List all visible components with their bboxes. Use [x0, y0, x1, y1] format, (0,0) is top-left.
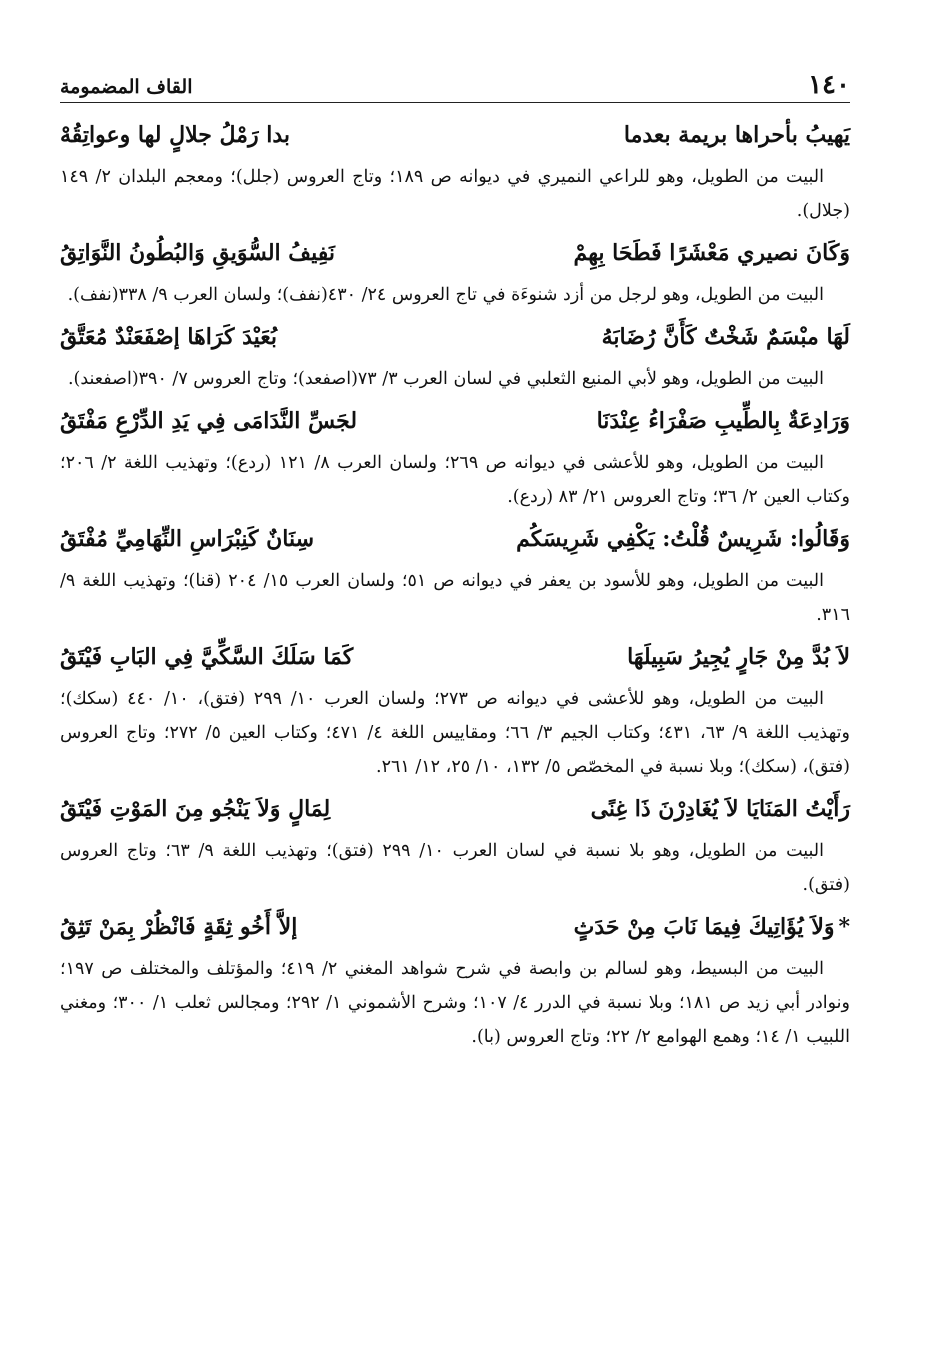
- running-title: القاف المضمومة: [60, 76, 193, 98]
- verse-line: [60, 312, 850, 362]
- verse-line: [60, 228, 850, 278]
- source-note: [60, 278, 850, 312]
- verse-first-hemistich: وَرَادِعَةٌ بِالطِّيبِ صَفْرَاءُ عِنْدَنَا: [596, 408, 850, 434]
- source-note-text: البيت من الطويل، وهو للأعشى في ديوانه ص ٢٦٩؛ ولسان العرب ٨/ ١٢١ (ردع)؛ وتهذيب اللغة ٢/ ٢٠٦؛ وكتاب العين ٢/ ٣٦؛ وتاج العروس ٢١/ ٨٣ (ردع).: [60, 453, 850, 507]
- source-note: [60, 682, 850, 784]
- verse-line: [60, 902, 850, 952]
- verse-line: [60, 632, 850, 682]
- verse-first-hemistich: وَقَالُوا: شَرِيسٌ قُلْتُ: يَكْفِي شَرِيسَكُم: [516, 526, 850, 552]
- source-note: [60, 952, 850, 1054]
- verse-second-hemistich: لجَسِّ النَّدَامَى فِي يَدِ الدِّرْعِ مَفْتَقُ: [60, 408, 358, 434]
- source-note: [60, 160, 850, 228]
- verse-first-hemistich: [574, 902, 850, 952]
- source-note: [60, 834, 850, 902]
- verse-first-hemistich: لاَ بُدَّ مِنْ جَارٍ يُجِيرُ سَبِيلَهَا: [627, 644, 850, 670]
- entries-list: [60, 110, 850, 1054]
- asterisk-marker: *: [838, 914, 850, 940]
- source-note-text: البيت من الطويل، وهو لرجل من أزد شنوءَة في تاج العروس ٢٤/ ٤٣٠(نفف)؛ ولسان العرب ٩/ ٣٣٨(نفف).: [67, 285, 824, 305]
- source-note: [60, 446, 850, 514]
- verse-second-hemistich: بدا رَمْلُ جلالٍ لها وعواتِقُهْ: [60, 122, 291, 148]
- verse-line: [60, 110, 850, 160]
- verse-first-hemistich: لَهَا مبْسَمٌ شَخْتٌ كَأَنَّ رُضَابَهُ: [601, 324, 850, 350]
- entry-1: [60, 110, 850, 228]
- source-note-text: البيت من الطويل، وهو للأسود بن يعفر في ديوانه ص ٥١؛ ولسان العرب ١٥/ ٢٠٤ (قنا)؛ وتهذيب اللغة ٩/ ٣١٦.: [60, 571, 850, 625]
- source-note-text: البيت من الطويل، وهو للراعي النميري في ديوانه ص ١٨٩؛ وتاج العروس (جلل)؛ ومعجم البلدان ٢/ ١٤٩ (جلال).: [60, 167, 850, 221]
- entry-3: [60, 312, 850, 396]
- verse-line: [60, 514, 850, 564]
- entry-4: [60, 396, 850, 514]
- entry-2: [60, 228, 850, 312]
- entry-5: [60, 514, 850, 632]
- verse-first-hemistich: يَهيبُ بأحراها بريمة بعدما: [623, 122, 850, 148]
- verse-first-hemistich: رَأَيْتُ المَنَايَا لاَ يُغَادِرْنَ ذَا غِنًى: [590, 796, 850, 822]
- entry-7: [60, 784, 850, 902]
- verse-line: [60, 784, 850, 834]
- page-header: [60, 70, 850, 103]
- entry-6: [60, 632, 850, 784]
- verse-second-hemistich: كَمَا سَلَكَ السَّكِّيَّ فِي البَابِ فَيْتَقُ: [60, 644, 354, 670]
- verse-second-hemistich: نَفِيفُ السُّوَيقِ وَالبُطُونُ النَّوَاتِقُ: [60, 240, 335, 266]
- verse-first-hemistich: وَكَانَ نصيري مَعْشَرًا فَطَحَا بِهِمْ: [573, 240, 850, 266]
- verse-second-hemistich: إلاَّ أَخُو ثِقَةٍ فَانْظُرْ بِمَنْ تَثِقُ: [60, 914, 298, 940]
- verse-first-text: وَلاَ يُؤَاتِيكَ فِيمَا نَابَ مِنْ حَدَثٍ: [573, 914, 835, 940]
- source-note: [60, 564, 850, 632]
- verse-line: [60, 396, 850, 446]
- verse-second-hemistich: لِمَالٍ وَلاَ يَنْجُو مِنَ المَوْتِ فَيْتَقُ: [60, 796, 331, 822]
- entry-8: [60, 902, 850, 1054]
- verse-second-hemistich: سِنَانٌ كَنِبْرَاسِ النِّهَامِيِّ مُفْتَقُ: [60, 526, 315, 552]
- page-number: ١٤٠: [808, 70, 850, 100]
- verse-second-hemistich: بُعَيْدَ كَرَاهَا إصْفَعَنْدٌ مُعَتَّقُ: [60, 324, 278, 350]
- source-note-text: البيت من الطويل، وهو لأبي المنيع الثعلبي في لسان العرب ٣/ ٧٣(اصفعد)؛ وتاج العروس ٧/ ٣٩٠(اصفعند).: [67, 369, 824, 389]
- source-note-text: البيت من البسيط، وهو لسالم بن وابصة في شرح شواهد المغني ٢/ ٤١٩؛ والمؤتلف والمختلف ص ١٩٧؛ ونوادر أبي زيد ص ١٨١؛ وبلا نسبة في الدرر ٤/ ١٠٧؛ وشرح الأشموني ١/ ٢٩٢؛ ومجالس ثعلب ١/ ٣٠٠؛ ومغني اللبيب ١/ ١٤؛ وهمع الهوامع ٢/ ٢٢؛ وتاج العروس (با).: [60, 959, 850, 1047]
- source-note-text: البيت من الطويل، وهو بلا نسبة في لسان العرب ١٠/ ٢٩٩ (فتق)؛ وتهذيب اللغة ٩/ ٦٣؛ وتاج العروس (فتق).: [60, 841, 850, 895]
- source-note: [60, 362, 850, 396]
- source-note-text: البيت من الطويل، وهو للأعشى في ديوانه ص ٢٧٣؛ ولسان العرب ١٠/ ٢٩٩ (فتق)، ١٠/ ٤٤٠ (سكك)؛ وتهذيب اللغة ٩/ ٦٣، ٤٣١؛ وكتاب الجيم ٣/ ٦٦؛ ومقاييس اللغة ٤/ ٤٧١؛ وكتاب العين ٥/ ٢٧٢؛ وتاج العروس (فتق)، (سكك)؛ وبلا نسبة في المخصّص ٥/ ١٣٢، ١٠/ ٢٥، ١٢/ ٢٦١.: [60, 689, 850, 777]
